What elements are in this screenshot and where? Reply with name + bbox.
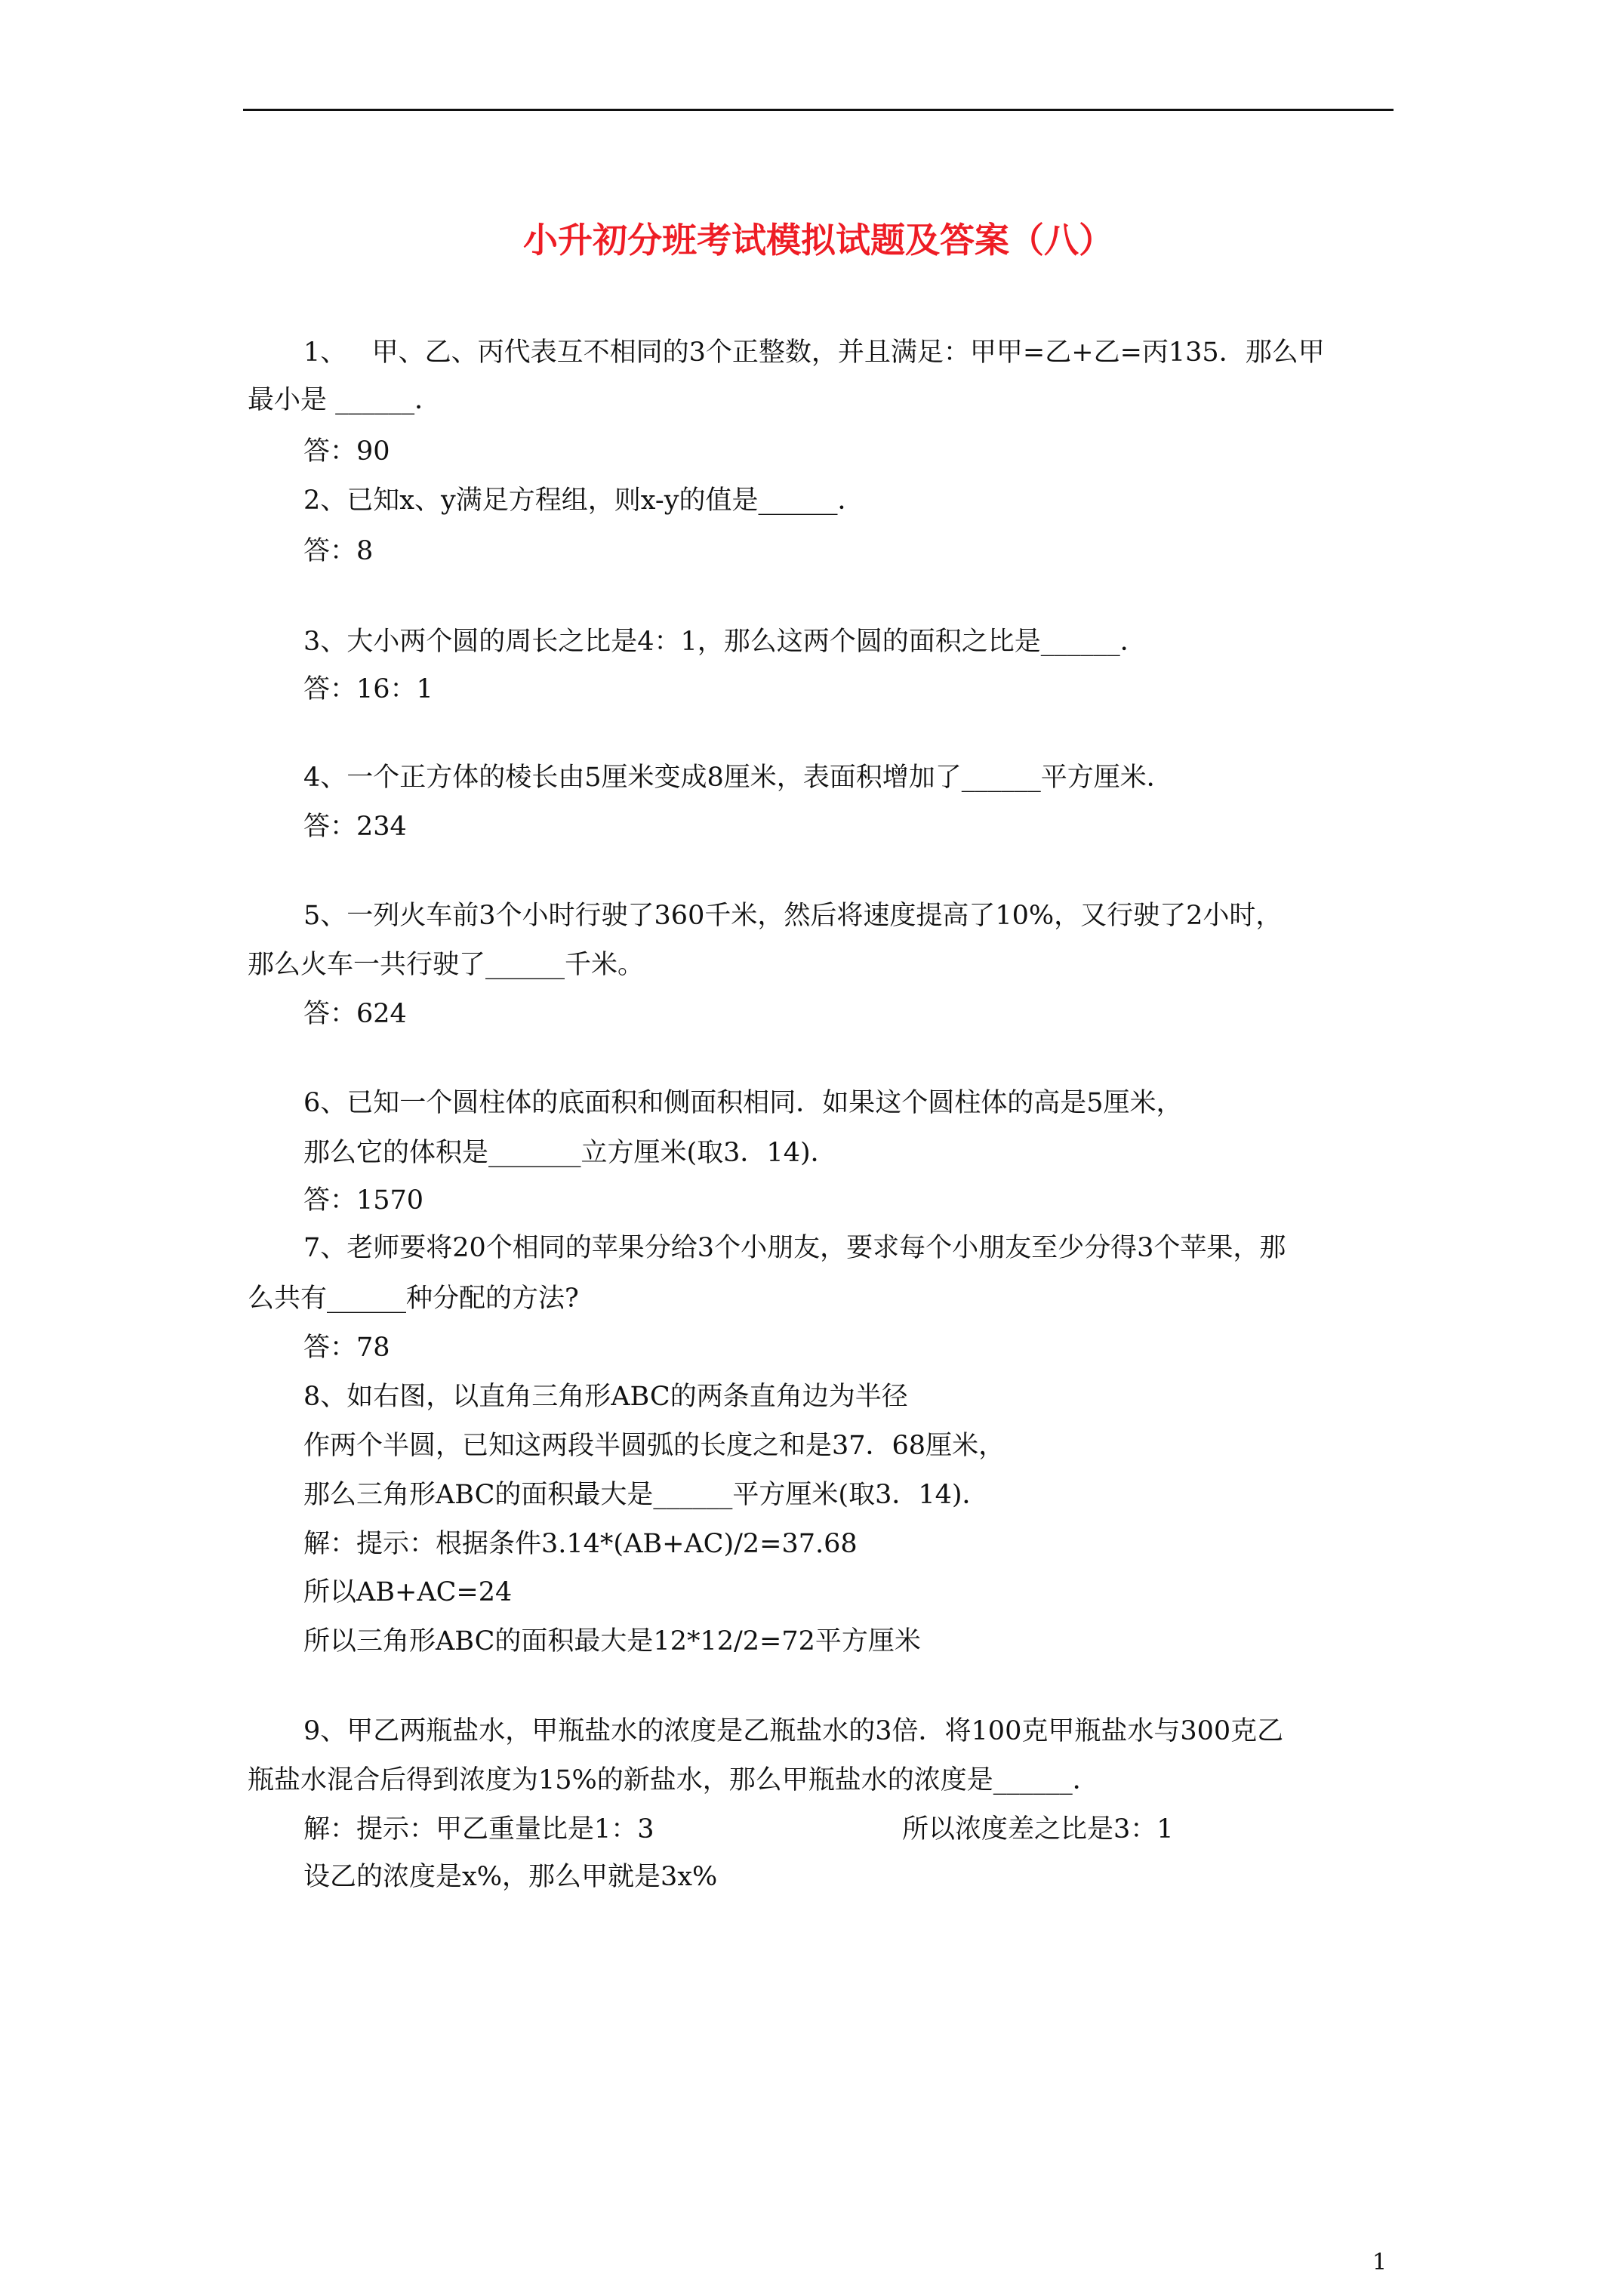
q4-answer: 答：234 [303, 812, 407, 842]
q7-line-2: 么共有______种分配的方法? [248, 1284, 579, 1314]
q2-answer: 答：8 [303, 536, 374, 566]
q8-solution-1: 解：提示：根据条件3.14*(AB+AC)/2=37.68 [303, 1529, 858, 1559]
q8-line-3: 那么三角形ABC的面积最大是______平方厘米(取3．14)． [303, 1480, 989, 1510]
q9-solution-3: 设乙的浓度是x%，那么甲就是3x% [303, 1862, 718, 1892]
q2-line-1: 2、已知x、y满足方程组，则x-y的值是______． [303, 485, 864, 516]
q7-line-1: 7、老师要将20个相同的苹果分给3个小朋友，要求每个小朋友至少分得3个苹果，那 [303, 1233, 1286, 1263]
q1-answer: 答：90 [303, 436, 390, 467]
q8-solution-3: 所以三角形ABC的面积最大是12*12/2=72平方厘米 [303, 1626, 921, 1657]
q9-line-1: 9、甲乙两瓶盐水，甲瓶盐水的浓度是乙瓶盐水的3倍．将100克甲瓶盐水与300克乙 [303, 1716, 1284, 1746]
q8-line-2: 作两个半圆，已知这两段半圆弧的长度之和是37．68厘米， [303, 1431, 1006, 1461]
page-number: 1 [1372, 2249, 1387, 2276]
q9-solution-2: 所以浓度差之比是3：1 [902, 1814, 1174, 1845]
q3-answer: 答：16：1 [303, 674, 433, 704]
q9-solution-1: 解：提示：甲乙重量比是1：3 [303, 1814, 654, 1845]
q6-line-1: 6、已知一个圆柱体的底面积和侧面积相同．如果这个圆柱体的高是5厘米， [303, 1088, 1183, 1118]
q8-solution-2: 所以AB+AC=24 [303, 1577, 513, 1607]
q6-line-2: 那么它的体积是_______立方厘米(取3．14)． [303, 1138, 837, 1168]
q6-answer: 答：1570 [303, 1185, 424, 1216]
q9-line-2: 瓶盐水混合后得到浓度为15%的新盐水，那么甲瓶盐水的浓度是______． [248, 1765, 1099, 1795]
q1-line-1: 1、 甲、乙、丙代表互不相同的3个正整数，并且满足：甲甲=乙+乙=丙135．那么甲 [303, 337, 1325, 368]
header-rule [243, 109, 1394, 111]
q5-line-1: 5、一列火车前3个小时行驶了360千米，然后将速度提高了10%，又行驶了2小时， [303, 901, 1283, 931]
q4-line-1: 4、一个正方体的棱长由5厘米变成8厘米，表面积增加了______平方厘米． [303, 763, 1173, 793]
q7-answer: 答：78 [303, 1333, 390, 1363]
q3-line-1: 3、大小两个圆的周长之比是4：1，那么这两个圆的面积之比是______． [303, 627, 1147, 657]
q5-line-2: 那么火车一共行驶了______千米。 [248, 950, 645, 980]
q8-line-1: 8、如右图，以直角三角形ABC的两条直角边为半径 [303, 1382, 908, 1412]
q5-answer: 答：624 [303, 999, 407, 1029]
q1-line-2: 最小是 ______． [248, 385, 442, 415]
document-title: 小升初分班考试模拟试题及答案（八） [523, 220, 1113, 260]
